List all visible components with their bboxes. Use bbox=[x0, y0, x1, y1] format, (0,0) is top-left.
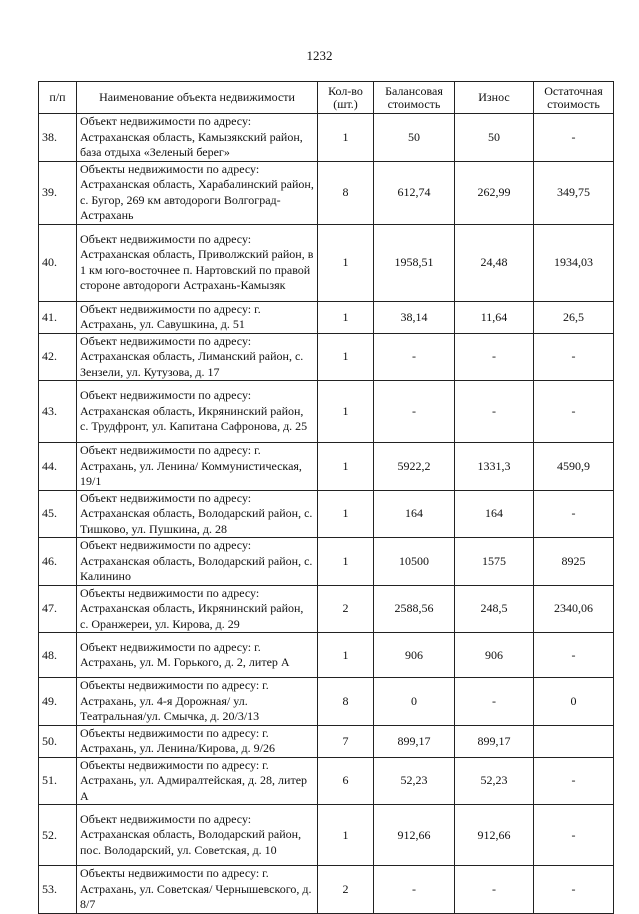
row-number: 40. bbox=[39, 224, 77, 301]
table-row bbox=[39, 333, 614, 381]
row-balance: 5922,2 bbox=[374, 443, 455, 491]
row-wear: 262,99 bbox=[455, 161, 534, 224]
row-number: 49. bbox=[39, 678, 77, 726]
row-qty: 8 bbox=[318, 678, 374, 726]
row-qty: 1 bbox=[318, 490, 374, 538]
table-row bbox=[39, 114, 614, 162]
table-row bbox=[39, 805, 614, 866]
row-number: 38. bbox=[39, 114, 77, 162]
row-qty: 2 bbox=[318, 866, 374, 914]
row-name: Объекты недвижимости по адресу: Астраханская область, Харабалинский район, с. Бугор, 269 км автодороги Волгоград-Астрахань bbox=[77, 161, 318, 224]
table-row bbox=[39, 633, 614, 678]
row-number: 50. bbox=[39, 725, 77, 757]
row-name: Объект недвижимости по адресу: г. Астрахань, ул. М. Горького, д. 2, литер А bbox=[77, 633, 318, 678]
row-balance: 0 bbox=[374, 678, 455, 726]
row-name: Объект недвижимости по адресу: Астраханская область, Володарский район, с. Тишково, ул. Пушкина, д. 28 bbox=[77, 490, 318, 538]
row-residual: - bbox=[534, 381, 614, 443]
row-number: 47. bbox=[39, 585, 77, 633]
row-wear: 912,66 bbox=[455, 805, 534, 866]
row-wear: 52,23 bbox=[455, 757, 534, 805]
row-balance: - bbox=[374, 333, 455, 381]
row-wear: 164 bbox=[455, 490, 534, 538]
row-number: 53. bbox=[39, 866, 77, 914]
row-residual: - bbox=[534, 333, 614, 381]
row-balance: 38,14 bbox=[374, 301, 455, 333]
row-residual: 349,75 bbox=[534, 161, 614, 224]
header-num: п/п bbox=[39, 82, 77, 114]
page-number: 1232 bbox=[306, 48, 333, 63]
row-name: Объекты недвижимости по адресу: г. Астрахань, ул. Адмиралтейская, д. 28, литер А bbox=[77, 757, 318, 805]
row-number: 42. bbox=[39, 333, 77, 381]
row-balance: 899,17 bbox=[374, 725, 455, 757]
row-wear: 906 bbox=[455, 633, 534, 678]
table-row bbox=[39, 490, 614, 538]
header-name: Наименование объекта недвижимости bbox=[77, 82, 318, 114]
row-qty: 6 bbox=[318, 757, 374, 805]
row-balance: 52,23 bbox=[374, 757, 455, 805]
row-wear: - bbox=[455, 333, 534, 381]
table-row bbox=[39, 443, 614, 491]
row-name: Объект недвижимости по адресу: Астраханская область, Володарский район, пос. Володарский, ул. Советская, д. 10 bbox=[77, 805, 318, 866]
row-residual bbox=[534, 725, 614, 757]
row-residual: 4590,9 bbox=[534, 443, 614, 491]
row-balance: 50 bbox=[374, 114, 455, 162]
row-name: Объекты недвижимости по адресу: г. Астрахань, ул. Советская/ Чернышевского, д. 8/7 bbox=[77, 866, 318, 914]
table-row bbox=[39, 381, 614, 443]
row-balance: - bbox=[374, 381, 455, 443]
row-number: 48. bbox=[39, 633, 77, 678]
row-residual: - bbox=[534, 866, 614, 914]
row-balance: 906 bbox=[374, 633, 455, 678]
row-qty: 8 bbox=[318, 161, 374, 224]
row-qty: 1 bbox=[318, 381, 374, 443]
row-balance: 164 bbox=[374, 490, 455, 538]
row-name: Объекты недвижимости по адресу: г. Астрахань, ул. Ленина/Кирова, д. 9/26 bbox=[77, 725, 318, 757]
row-number: 45. bbox=[39, 490, 77, 538]
row-name: Объект недвижимости по адресу: г. Астрахань, ул. Ленина/ Коммунистическая, 19/1 bbox=[77, 443, 318, 491]
row-name: Объект недвижимости по адресу: Астраханская область, Володарский район, с. Калинино bbox=[77, 538, 318, 586]
row-wear: 248,5 bbox=[455, 585, 534, 633]
row-qty: 7 bbox=[318, 725, 374, 757]
row-balance: 2588,56 bbox=[374, 585, 455, 633]
row-wear: 899,17 bbox=[455, 725, 534, 757]
row-wear: 1575 bbox=[455, 538, 534, 586]
row-wear: 11,64 bbox=[455, 301, 534, 333]
row-qty: 1 bbox=[318, 538, 374, 586]
row-wear: 1331,3 bbox=[455, 443, 534, 491]
row-number: 44. bbox=[39, 443, 77, 491]
row-wear: - bbox=[455, 866, 534, 914]
row-wear: - bbox=[455, 678, 534, 726]
table-row bbox=[39, 725, 614, 757]
table-row bbox=[39, 585, 614, 633]
row-name: Объект недвижимости по адресу: Астраханская область, Приволжский район, в 1 км юго-восточнее п. Нартовский по правой стороне автодороги Астрахань-Камызяк bbox=[77, 224, 318, 301]
row-residual: 1934,03 bbox=[534, 224, 614, 301]
row-residual: - bbox=[534, 805, 614, 866]
row-name: Объекты недвижимости по адресу: Астраханская область, Икрянинский район, с. Оранжереи, ул. Кирова, д. 29 bbox=[77, 585, 318, 633]
row-wear: 24,48 bbox=[455, 224, 534, 301]
row-residual: 2340,06 bbox=[534, 585, 614, 633]
row-balance: - bbox=[374, 866, 455, 914]
row-number: 39. bbox=[39, 161, 77, 224]
row-residual: - bbox=[534, 490, 614, 538]
row-qty: 1 bbox=[318, 443, 374, 491]
row-balance: 1958,51 bbox=[374, 224, 455, 301]
row-name: Объект недвижимости по адресу: Астраханская область, Лиманский район, с. Зензели, ул. Кутузова, д. 17 bbox=[77, 333, 318, 381]
row-qty: 1 bbox=[318, 224, 374, 301]
row-number: 52. bbox=[39, 805, 77, 866]
header-residual: Остаточная стоимость bbox=[534, 82, 614, 114]
row-name: Объекты недвижимости по адресу: г. Астрахань, ул. 4-я Дорожная/ ул. Театральная/ул. Смычка, д. 20/3/13 bbox=[77, 678, 318, 726]
row-qty: 1 bbox=[318, 114, 374, 162]
row-residual: - bbox=[534, 757, 614, 805]
row-name: Объект недвижимости по адресу: Астраханская область, Камызякский район, база отдыха «Зеленый берег» bbox=[77, 114, 318, 162]
row-qty: 1 bbox=[318, 301, 374, 333]
row-number: 41. bbox=[39, 301, 77, 333]
header-qty: Кол-во (шт.) bbox=[318, 82, 374, 114]
row-number: 51. bbox=[39, 757, 77, 805]
table-row bbox=[39, 757, 614, 805]
row-qty: 1 bbox=[318, 333, 374, 381]
row-balance: 912,66 bbox=[374, 805, 455, 866]
property-table bbox=[38, 81, 614, 914]
row-number: 43. bbox=[39, 381, 77, 443]
row-balance: 10500 bbox=[374, 538, 455, 586]
row-wear: - bbox=[455, 381, 534, 443]
row-residual: 26,5 bbox=[534, 301, 614, 333]
row-wear: 50 bbox=[455, 114, 534, 162]
row-qty: 1 bbox=[318, 805, 374, 866]
table-row bbox=[39, 161, 614, 224]
table-row bbox=[39, 301, 614, 333]
header-balance: Балансовая стоимость bbox=[374, 82, 455, 114]
row-qty: 2 bbox=[318, 585, 374, 633]
row-qty: 1 bbox=[318, 633, 374, 678]
table-row bbox=[39, 224, 614, 301]
row-residual: 8925 bbox=[534, 538, 614, 586]
table-row bbox=[39, 866, 614, 914]
row-residual: 0 bbox=[534, 678, 614, 726]
row-name: Объект недвижимости по адресу: Астраханская область, Икрянинский район, с. Трудфронт, ул. Капитана Сафронова, д. 25 bbox=[77, 381, 318, 443]
row-residual: - bbox=[534, 114, 614, 162]
row-residual: - bbox=[534, 633, 614, 678]
table-row bbox=[39, 538, 614, 586]
row-balance: 612,74 bbox=[374, 161, 455, 224]
table-row bbox=[39, 678, 614, 726]
table-header-row bbox=[39, 82, 614, 114]
header-wear: Износ bbox=[455, 82, 534, 114]
row-number: 46. bbox=[39, 538, 77, 586]
row-name: Объект недвижимости по адресу: г. Астрахань, ул. Савушкина, д. 51 bbox=[77, 301, 318, 333]
